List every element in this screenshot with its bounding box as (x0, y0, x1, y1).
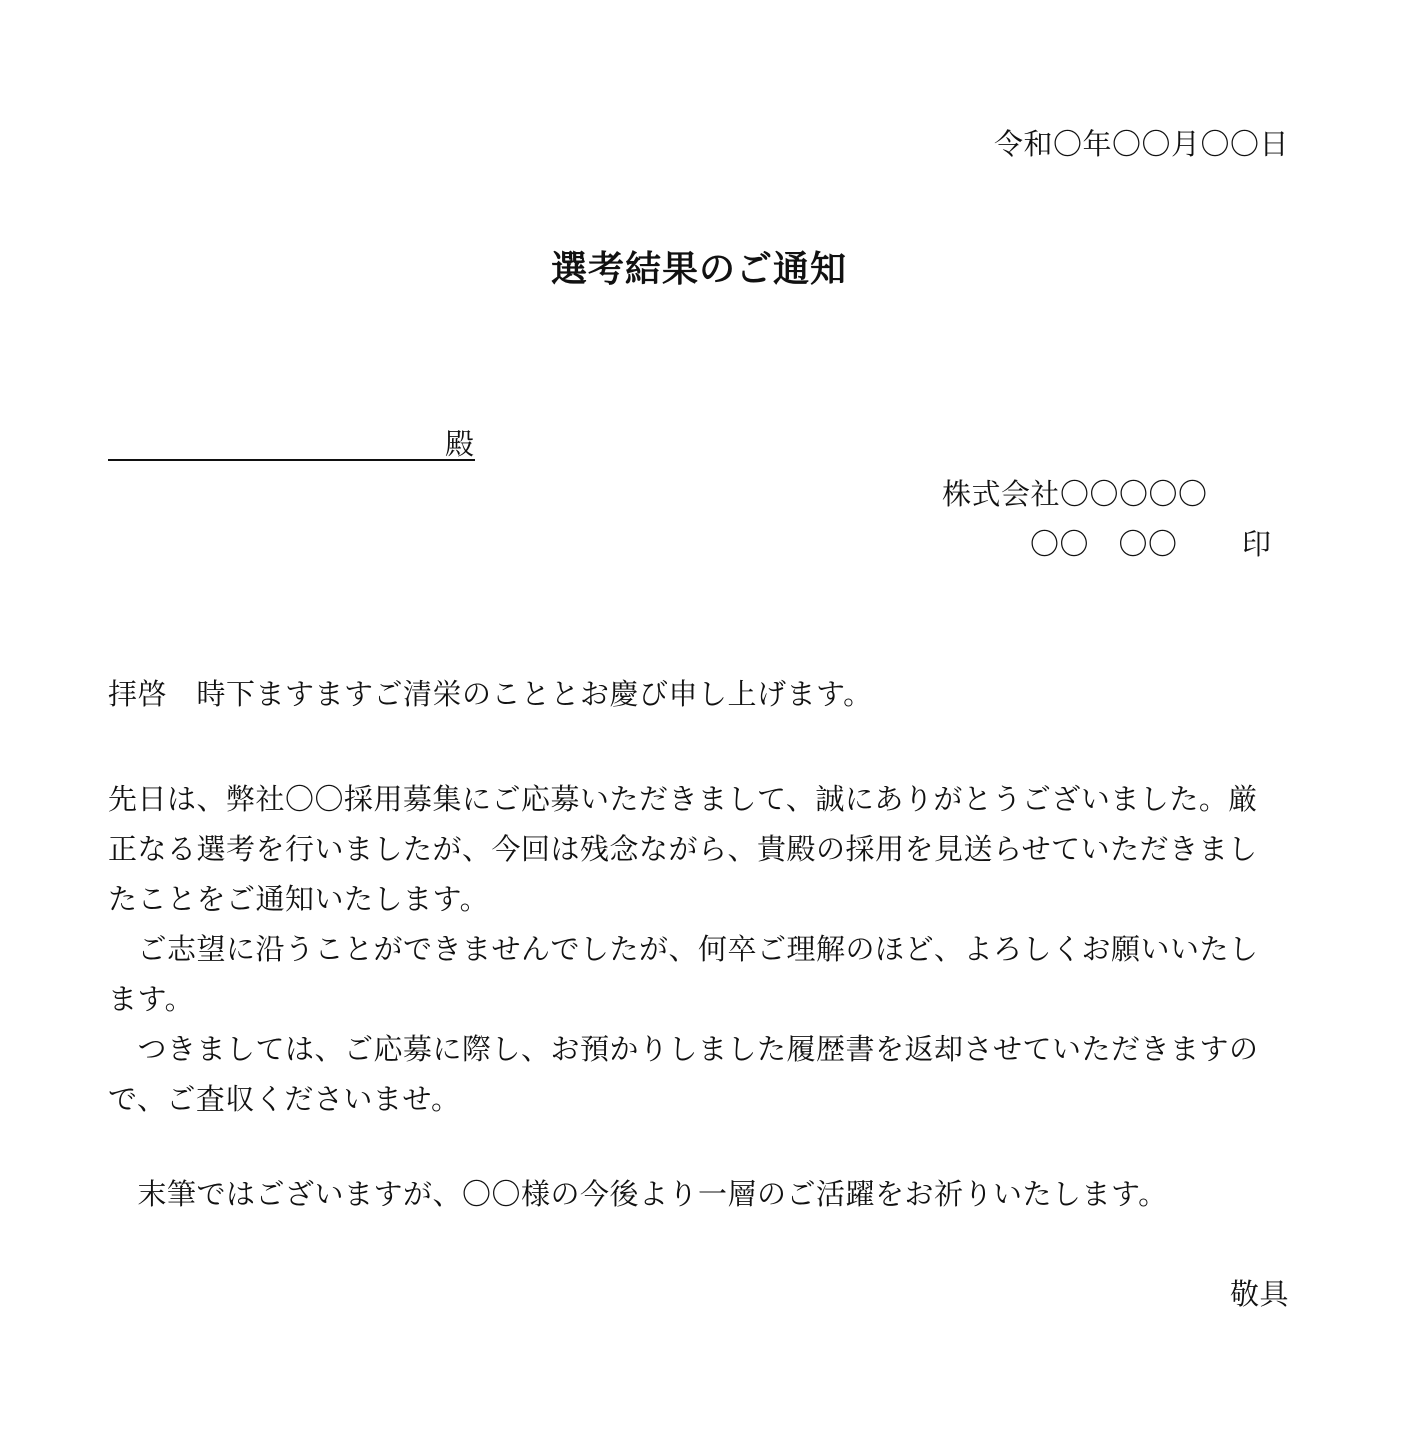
letter-title: 選考結果のご通知 (550, 249, 847, 290)
body-line: で、ご査収くださいませ。 (108, 1082, 461, 1116)
letter-body (108, 774, 1293, 1124)
addressee-blank-line (108, 459, 475, 461)
sender-name: 〇〇 〇〇 (1030, 527, 1178, 561)
body-line: 先日は、弊社〇〇採用募集にご応募いただきまして、誠にありがとうございました。厳 (108, 782, 1258, 816)
seal-mark: 印 (1242, 527, 1272, 561)
body-line: 正なる選考を行いましたが、今回は残念ながら、貴殿の採用を見送らせていただきまし (108, 832, 1258, 866)
body-line: ご志望に沿うことができませんでしたが、何卒ご理解のほど、よろしくお願いいたし (108, 932, 1259, 966)
letter-date: 令和〇年〇〇月〇〇日 (993, 127, 1289, 161)
body-line: たことをご通知いたします。 (108, 882, 490, 916)
addressee-honorific: 殿 (445, 427, 475, 461)
body-line: つきましては、ご応募に際し、お預かりしました履歴書を返却させていただきますの (108, 1032, 1259, 1066)
sign-off: 敬具 (1229, 1277, 1289, 1311)
body-line: ます。 (108, 982, 195, 1016)
closing-paragraph: 末筆ではございますが、〇〇様の今後より一層のご活躍をお祈りいたします。 (108, 1177, 1168, 1211)
sender-company: 株式会社〇〇〇〇〇 (942, 477, 1208, 511)
salutation: 拝啓 時下ますますご清栄のこととお慶び申し上げます。 (108, 677, 873, 711)
